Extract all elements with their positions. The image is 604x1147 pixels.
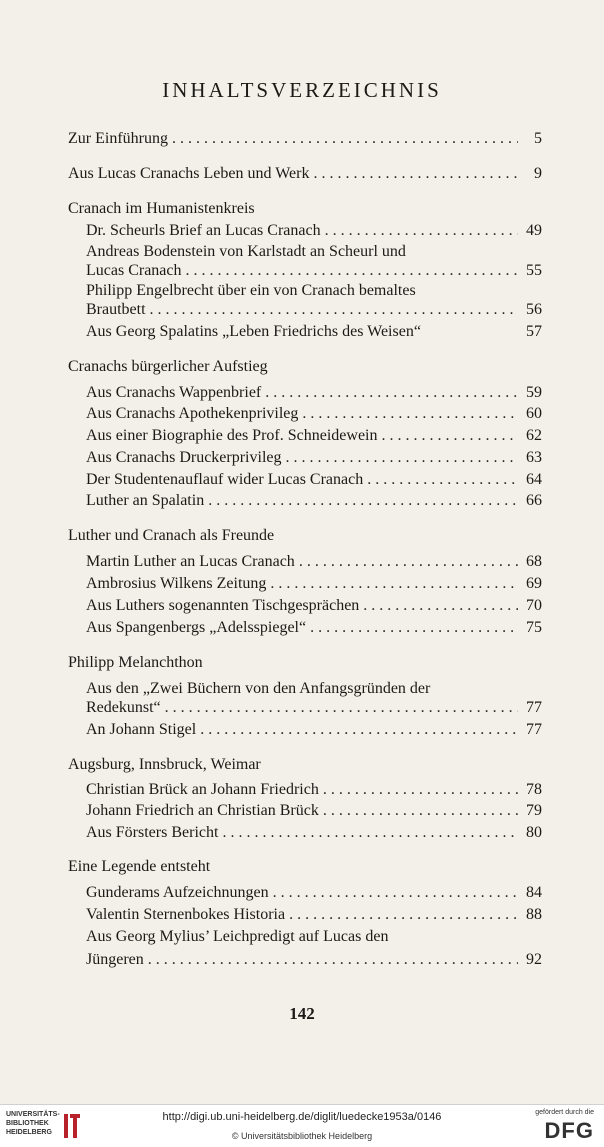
toc-entry[interactable]: Aus Cranachs Wappenbrief . . . 59 [86, 383, 542, 403]
section-heading: Cranachs bürgerlicher Aufstieg [68, 358, 268, 375]
viewer-footer [0, 1104, 604, 1147]
toc-entry[interactable]: Ambrosius Wilkens Zeitung . . . 69 [86, 574, 542, 594]
toc-entry-title: Zur Einführung [68, 130, 168, 147]
toc-entry[interactable]: Aus Georg Spalatins „Leben Friedrichs des Weisen“ 57 [86, 323, 542, 340]
copyright-text: © Universitätsbibliothek Heidelberg [231, 1131, 373, 1141]
section-heading: Luther und Cranach als Freunde [68, 527, 275, 544]
section-heading: Cranach im Humanistenkreis [68, 200, 255, 217]
toc-entry-einfuehrung[interactable] [68, 129, 542, 149]
toc-entry[interactable]: Valentin Sternenbokes Historia . . . 88 [86, 905, 542, 925]
toc-entry[interactable]: Luther an Spalatin . . . 66 [86, 491, 542, 511]
page-number: 142 [289, 1004, 315, 1023]
toc-entry[interactable]: Christian Brück an Johann Friedrich . . . 78 [86, 780, 542, 800]
toc-entry[interactable]: Aus Luthers sogenannten Tischgesprächen . . . 70 [86, 596, 542, 616]
toc-entry-line: Andreas Bodenstein von Karlstadt an Scheurl und [86, 243, 406, 260]
toc-entry[interactable]: Jüngeren . . . 92 [86, 950, 542, 970]
toc-page: 9 [534, 165, 542, 182]
toc-entry[interactable]: Brautbett . . . 56 [86, 300, 542, 320]
toc-page: 5 [534, 130, 542, 147]
toc-entry[interactable]: Aus einer Biographie des Prof. Schneidewein . . . 62 [86, 426, 542, 446]
toc-entry[interactable]: Aus Spangenbergs „Adelsspiegel“ . . . 75 [86, 618, 542, 638]
toc-entry-line: Philipp Engelbrecht über ein von Cranach bemaltes [86, 282, 416, 299]
library-logo: UNIVERSITÄTS- BIBLIOTHEK HEIDELBERG [6, 1111, 60, 1136]
source-url-link[interactable]: http://digi.ub.uni-heidelberg.de/diglit/luedecke1953a/0146 [162, 1111, 442, 1123]
page-title: INHALTSVERZEICHNIS [162, 78, 442, 102]
toc-entry-line: Aus den „Zwei Büchern von den Anfangsgründen der [86, 680, 431, 697]
toc-entry[interactable]: Dr. Scheurls Brief an Lucas Cranach . . . 49 [86, 221, 542, 241]
toc-entry[interactable]: Redekunst“ . . . 77 [86, 698, 542, 718]
dfg-logo: DFG [544, 1118, 594, 1143]
section-heading: Eine Legende entsteht [68, 858, 211, 875]
toc-entry[interactable]: Aus Försters Bericht . . . 80 [86, 823, 542, 843]
section-heading: Augsburg, Innsbruck, Weimar [68, 756, 261, 773]
toc-entry[interactable]: Lucas Cranach . . . 55 [86, 261, 542, 281]
section-heading: Philipp Melanchthon [68, 654, 203, 671]
toc-entry[interactable]: Martin Luther an Lucas Cranach . . . 68 [86, 552, 542, 572]
toc-entry[interactable]: Aus Cranachs Apothekenprivileg . . . 60 [86, 404, 542, 424]
funded-by-caption: gefördert durch die [535, 1109, 594, 1116]
toc-entry[interactable]: Johann Friedrich an Christian Brück . . . 79 [86, 801, 542, 821]
toc-entry[interactable]: Gunderams Aufzeichnungen . . . 84 [86, 883, 542, 903]
toc-entry-line: Aus Georg Mylius’ Leichpredigt auf Lucas den [86, 928, 389, 945]
toc-entry-title: Aus Lucas Cranachs Leben und Werk [68, 165, 310, 182]
toc-entry[interactable]: An Johann Stigel . . . 77 [86, 720, 542, 740]
toc-entry-leben-und-werk[interactable] [68, 164, 542, 184]
toc-entry[interactable]: Aus Cranachs Druckerprivileg . . . 63 [86, 448, 542, 468]
toc-entry[interactable]: Der Studentenauflauf wider Lucas Cranach . . . 64 [86, 470, 542, 490]
